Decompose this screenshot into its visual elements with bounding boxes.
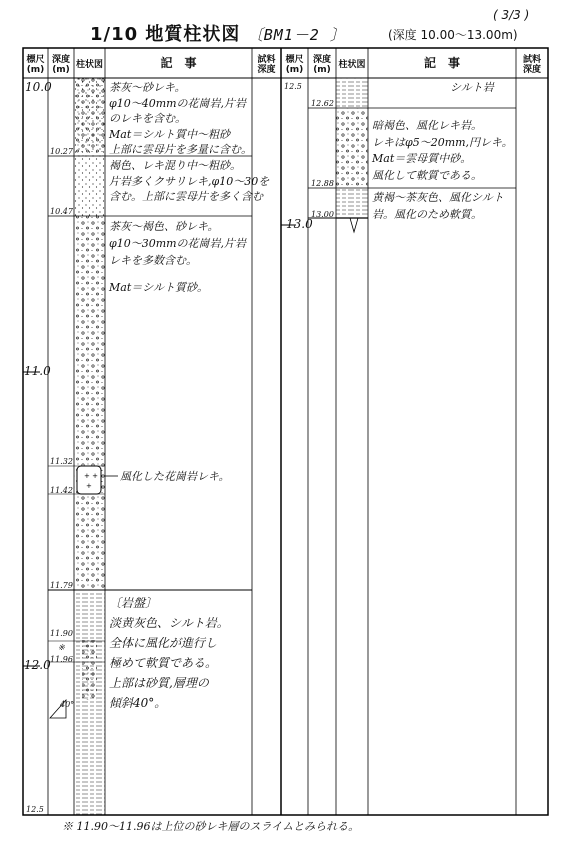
depth-range: (深度 10.00～13.00m) (388, 28, 518, 42)
depth-label: 10.47 (50, 207, 73, 216)
description-line: 〔岩盤〕 (109, 596, 158, 610)
sample-header-right-label: 試料 (522, 55, 541, 65)
description-line: 風化して軟質である。 (372, 168, 482, 182)
layer-description (372, 118, 513, 184)
footnote: ※ 11.90～11.96は上位の砂レキ層のスライムとみられる。 (62, 820, 360, 833)
description-header-right: 記 事 (423, 56, 460, 70)
description-header: 記 事 (160, 56, 197, 70)
elevation-header (23, 55, 48, 75)
scale-label: 12.5 (284, 82, 302, 91)
depth-label: 10.27 (50, 147, 73, 156)
description-line: Mat＝雲母質中砂。 (372, 152, 472, 165)
depth-header-unit: (m) (52, 65, 70, 75)
description-line: シルト岩 (450, 81, 494, 94)
description-line: 黄褐～茶灰色、風化シルト (372, 191, 504, 204)
elevation-header-right (281, 55, 308, 75)
description-line: φ10～40mmの花崗岩,片岩 (109, 96, 247, 110)
depth-label: 11.79 (50, 581, 73, 590)
description-line: 上部に雲母片を多量に含む。 (109, 143, 252, 156)
scale-label: 10.0 (25, 80, 52, 94)
description-line: のレキを含む。 (109, 112, 186, 125)
description-line: 含む。上部に雲母片を多く含む (109, 190, 263, 203)
elevation-header-unit: (m) (26, 65, 45, 75)
elevation-header-right-unit: (m) (285, 65, 304, 75)
scale-label: 12.0 (24, 658, 51, 672)
scale-label: 13.0 (286, 217, 313, 231)
description-line: 傾斜40°。 (109, 696, 167, 710)
description-line: Mat＝シルト質砂。 (109, 281, 208, 294)
description-line: φ10～30mmの花崗岩,片岩 (109, 237, 247, 250)
title-text: 1/10 地質柱状図 (90, 24, 241, 45)
description-line (109, 269, 246, 279)
depth-label: 13.00 (311, 210, 334, 219)
depth-label: 12.88 (311, 179, 334, 188)
depth-label: 11.90 (50, 629, 73, 638)
svg-text:+ +: + + (84, 472, 98, 480)
layer-description (109, 80, 252, 158)
sample-header (252, 55, 281, 75)
depth-label: ※ (58, 643, 65, 652)
elevation-header-right-label: 標尺 (285, 55, 304, 65)
svg-text:+: + (86, 482, 92, 490)
description-line: 淡黄灰色、シルト岩。 (109, 616, 229, 630)
description-line: Mat＝シルト質中～粗砂 (109, 127, 230, 141)
description-line: 褐色、レキ混り中～粗砂。 (109, 159, 241, 172)
depth-header-label: 深度 (51, 55, 70, 65)
page-number: ( 3/3 ) (493, 8, 530, 22)
description-line: 全体に風化が進行し (109, 636, 218, 650)
depth-header-right (308, 55, 336, 75)
sample-header-unit: 深度 (257, 65, 276, 75)
elevation-header-label: 標尺 (26, 55, 45, 65)
sample-header-label: 試料 (257, 55, 276, 65)
dip-angle-label: 40° (60, 700, 75, 709)
layer-description (109, 158, 269, 205)
layer-description (120, 469, 230, 485)
depth-header-right-label: 深度 (312, 55, 331, 65)
column-header: 柱状図 (75, 60, 103, 70)
layer-description (109, 593, 229, 713)
column-header-right: 柱状図 (338, 60, 366, 70)
layer-description (450, 80, 494, 96)
depth-header (48, 55, 74, 75)
layer-description (372, 190, 504, 223)
scale-label: 12.5 (26, 805, 44, 814)
description-line: 極めて軟質である。 (109, 656, 218, 670)
depth-label: 11.96 (50, 655, 73, 664)
depth-label: 12.62 (311, 99, 334, 108)
description-line: 茶灰～褐色、砂レキ。 (109, 220, 219, 233)
scale-label: 11.0 (24, 364, 51, 378)
description-line: 岩。風化のため軟質。 (372, 207, 482, 221)
description-line: レキはφ5～20mm,円レキ。 (372, 135, 513, 149)
description-line: 茶灰～砂レキ。 (109, 81, 186, 94)
description-line: 風化した花崗岩レキ。 (120, 470, 230, 483)
depth-label: 11.32 (50, 457, 73, 466)
sample-header-right (516, 55, 548, 75)
boring-id: 〔BM1－2 〕 (247, 26, 346, 44)
description-line: 片岩多くクサリレキ,φ10～30を (109, 174, 270, 188)
depth-label: 11.42 (50, 486, 73, 495)
layer-description (109, 218, 246, 296)
depth-header-right-unit: (m) (313, 65, 331, 75)
description-line: 上部は砂質,層理の (109, 676, 209, 690)
sample-header-right-unit: 深度 (522, 65, 541, 75)
description-line: 暗褐色、風化レキ岩。 (372, 119, 482, 132)
description-line: レキを多数含む。 (109, 254, 197, 267)
